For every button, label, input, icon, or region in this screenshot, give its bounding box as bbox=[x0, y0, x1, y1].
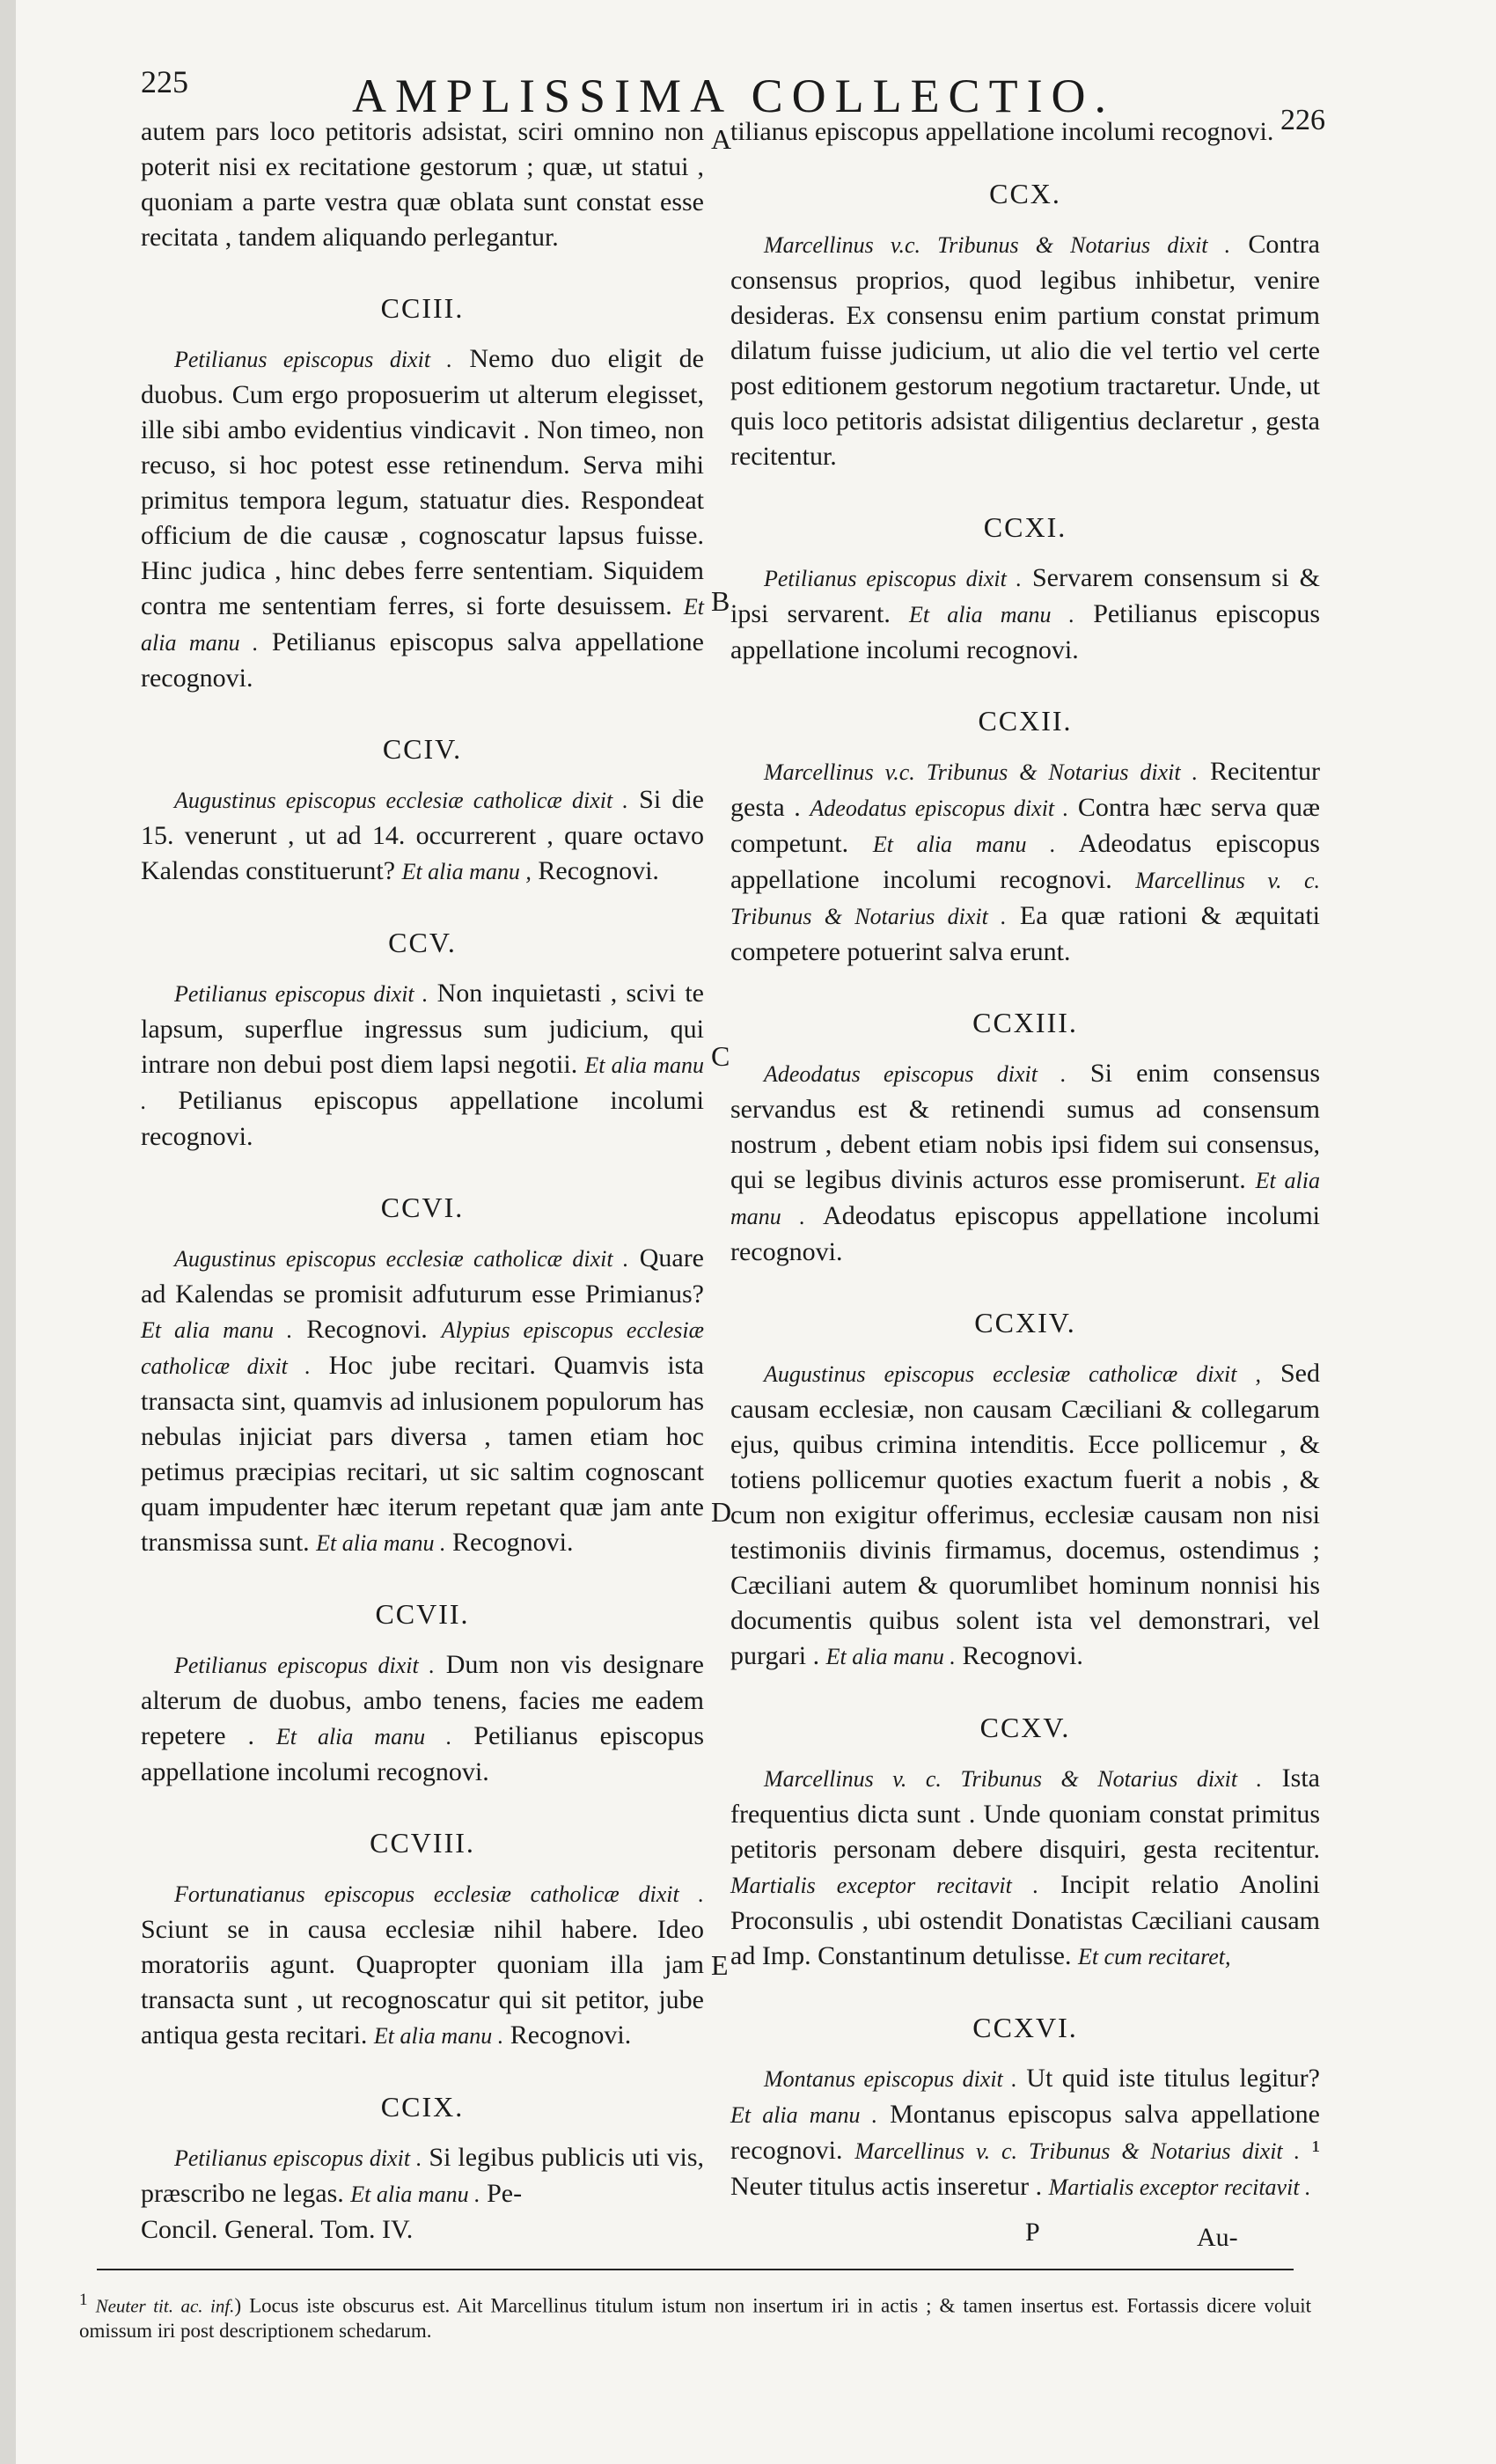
note-label: Et alia manu . bbox=[141, 594, 704, 656]
paragraph bbox=[141, 2140, 704, 2212]
section-heading: CCVI. bbox=[380, 1192, 465, 1223]
paragraph bbox=[730, 2061, 1320, 2205]
paragraph-text: Incipit relatio Anolini Proconsulis , ubi ostendit Donatistas Cæciliani causam ad Imp. Constantinum detulisse. bbox=[730, 1870, 1320, 1970]
note-label: Et alia manu . bbox=[730, 1168, 1320, 1229]
section-heading: CCXVI. bbox=[972, 2012, 1078, 2043]
note-label: Et alia manu . bbox=[350, 2182, 480, 2207]
paragraph bbox=[141, 1647, 704, 1790]
speaker-label: Petilianus episcopus dixit . bbox=[174, 981, 429, 1007]
paragraph-text: Petilianus episcopus appellatione incolumi recognovi. bbox=[141, 1721, 704, 1786]
paragraph-text: Pe- bbox=[480, 2179, 523, 2208]
paragraph-text: Ut quid iste titulus legitur? bbox=[1016, 2064, 1320, 2093]
paragraph-text: ¹ Neuter titulus actis inseretur . bbox=[730, 2136, 1320, 2201]
paragraph bbox=[730, 1761, 1320, 1975]
note-label: Et alia manu . bbox=[730, 2102, 878, 2128]
paragraph-text: Petilianus episcopus appellatione incolumi recognovi. bbox=[141, 1086, 704, 1151]
paragraph bbox=[730, 754, 1320, 970]
speaker-label: Marcellinus v. c. Tribunus & Notarius dixit . bbox=[730, 868, 1320, 929]
section-heading: CCXIV. bbox=[974, 1307, 1076, 1338]
paragraph: autem pars loco petitoris adsistat, sciri omnino non poterit nisi ex recitatione gestorum ; quæ, ut statui , quoniam a parte vestra quæ oblata sunt constat esse recitata , tandem aliquando perlegantur. bbox=[141, 117, 704, 252]
paragraph-text: Dum non vis designare alterum de duobus, ambo tenens, facies me eadem repetere . bbox=[141, 1650, 704, 1750]
section-heading: CCVII. bbox=[375, 1598, 470, 1630]
note-label: Et alia manu . bbox=[275, 1724, 452, 1749]
footnote-text: ) Locus iste obscurus est. Ait Marcellinus titulum istum non insertum iri in actis ; & tamen insertus est. Fortassis dicere voluit omissum iri post descriptionem schedarum. bbox=[79, 2294, 1312, 2342]
speaker-label: Petilianus episcopus dixit . bbox=[174, 1653, 435, 1678]
section-heading: CCX. bbox=[989, 178, 1061, 209]
paragraph bbox=[141, 976, 704, 1155]
speaker-label: Marcellinus v.c. Tribunus & Notarius dixit . bbox=[764, 759, 1199, 785]
note-label: Et alia manu . bbox=[909, 602, 1075, 627]
speaker-label: Augustinus episcopus ecclesiæ catholicæ dixit , bbox=[764, 1361, 1261, 1387]
note-label: Et alia manu . bbox=[316, 1530, 446, 1556]
speaker-label: Augustinus episcopus ecclesiæ catholicæ dixit . bbox=[174, 788, 628, 813]
section-heading: CCXI. bbox=[983, 511, 1067, 543]
speaker-label: Alypius episcopus ecclesiæ catholicæ dixit . bbox=[141, 1317, 704, 1379]
paragraph-text: Recognovi. bbox=[531, 856, 659, 885]
paragraph-text: Recognovi. bbox=[955, 1641, 1083, 1670]
speaker-label: Montanus episcopus dixit . bbox=[764, 2066, 1017, 2092]
margin-letter-d: D bbox=[711, 1496, 732, 1528]
paragraph bbox=[141, 1876, 704, 2054]
speaker-label: Petilianus episcopus dixit . bbox=[174, 2145, 422, 2171]
page-number-right: 226 bbox=[1280, 104, 1325, 136]
note-label: Et alia manu . bbox=[141, 1052, 704, 1114]
note-label: Et cum recitaret, bbox=[1077, 1944, 1231, 1969]
note-label: Et alia manu . bbox=[872, 832, 1056, 857]
paragraph-text: Recognovi. bbox=[503, 2020, 632, 2050]
paragraph-text: Si die 15. venerunt , ut ad 14. occurrerent , quare octavo Kalendas constituerunt? bbox=[141, 785, 704, 885]
catchword: Au- bbox=[1197, 2223, 1238, 2252]
paragraph-text: Recitentur gesta . bbox=[730, 757, 1320, 822]
margin-letter-b: B bbox=[711, 585, 730, 617]
volume-signature: Concil. General. Tom. IV. bbox=[141, 2215, 414, 2244]
note-label: Et alia manu . bbox=[141, 1317, 293, 1343]
paragraph bbox=[730, 227, 1320, 474]
paragraph-text: Quare ad Kalendas se promisit adfuturum esse Primianus? bbox=[141, 1243, 704, 1309]
speaker-label: Fortunatianus episcopus ecclesiæ catholicæ dixit . bbox=[174, 1881, 704, 1907]
paragraph-text: Si enim consensus servandus est & retinendi sumus ad consensum nostrum , debent etiam nobis ipsi fidem sui consensus, qui se legibus divinis acturos esse promiserunt. bbox=[730, 1059, 1320, 1194]
paragraph-text: Hoc jube recitari. Quamvis ista transacta sint, quamvis ad inlusionem populorum has nebulas injiciat pars diversa , tamen etiam hoc petimus præcipias recitari, ut sic saltim cognoscant quam impudenter hæc iterum repetant quæ jam ante transmissa sunt. bbox=[141, 1351, 704, 1557]
paragraph bbox=[730, 1356, 1320, 1675]
paragraph bbox=[730, 561, 1320, 668]
paragraph-text: Adeodatus episcopus appellatione incolumi recognovi. bbox=[730, 829, 1320, 894]
running-head: AMPLISSIMA COLLECTIO. bbox=[352, 70, 1116, 122]
paragraph-text: Contra hæc serva quæ competunt. bbox=[730, 793, 1321, 858]
section-heading: CCIII. bbox=[380, 292, 465, 324]
paragraph bbox=[141, 341, 704, 696]
right-column bbox=[730, 114, 1320, 2205]
speaker-label: Marcellinus v. c. Tribunus & Notarius dixit . bbox=[854, 2138, 1301, 2164]
section-heading: CCIV. bbox=[382, 733, 463, 765]
paragraph-text: Ista frequentius dicta sunt . Unde quoniam constat primitus petitoris personam debere disquiri, gesta recitentur. bbox=[730, 1764, 1320, 1864]
paragraph-text: Recognovi. bbox=[445, 1528, 574, 1557]
paragraph bbox=[141, 782, 704, 890]
signature-mark: P bbox=[1025, 2218, 1040, 2247]
section-heading: CCV. bbox=[388, 927, 457, 958]
paragraph-text: Petilianus episcopus appellatione incolumi recognovi. bbox=[730, 599, 1320, 664]
margin-letter-c: C bbox=[711, 1040, 730, 1072]
speaker-label: Petilianus episcopus dixit . bbox=[174, 347, 452, 372]
speaker-label: Martialis exceptor recitavit . bbox=[1048, 2174, 1311, 2200]
left-column bbox=[141, 114, 704, 2248]
speaker-label: Marcellinus v. c. Tribunus & Notarius dixit . bbox=[764, 1766, 1263, 1792]
paragraph bbox=[730, 1056, 1320, 1270]
paragraph-text: Ea quæ rationi & æquitati competere potuerint salva erunt. bbox=[730, 901, 1320, 966]
speaker-label: Augustinus episcopus ecclesiæ catholicæ dixit . bbox=[174, 1246, 629, 1272]
speaker-label: Adeodatus episcopus dixit . bbox=[810, 796, 1069, 821]
margin-letter-e: E bbox=[711, 1949, 729, 1981]
section-heading: CCXV. bbox=[979, 1712, 1071, 1743]
note-label: Et alia manu . bbox=[825, 1644, 956, 1669]
page-number-left: 225 bbox=[141, 64, 188, 99]
speaker-label: Petilianus episcopus dixit . bbox=[764, 566, 1023, 591]
section-heading: CCXII. bbox=[978, 705, 1073, 737]
section-heading: CCXIII. bbox=[972, 1007, 1078, 1038]
page-edge-shadow bbox=[0, 0, 16, 2464]
footnote bbox=[79, 2288, 1311, 2343]
section-heading: CCIX. bbox=[380, 2091, 465, 2123]
speaker-label: Adeodatus episcopus dixit . bbox=[764, 1061, 1067, 1087]
footnote-marker: 1 bbox=[79, 2291, 88, 2309]
paragraph-text: Non inquietasti , scivi te lapsum, superflue ingressus sum judicium, qui intrare non debui post diem lapsi negotii. bbox=[141, 979, 704, 1079]
paragraph bbox=[141, 1241, 704, 1561]
margin-letter-a: A bbox=[711, 123, 732, 155]
paragraph-text: Nemo duo eligit de duobus. Cum ergo proposuerim ut alterum elegisset, ille sibi ambo evidentius vindicavit . Non timeo, non recuso, si hoc potest esse retinendum. Serva mihi primitus tempora legum, statuatur dies. Respondeat officium de die causæ , cognoscatur lapsus fuisse. Hinc judica , hinc debes ferre sententiam. Siquidem contra me sententiam ferres, si forte desuissem. bbox=[141, 344, 704, 620]
paragraph-text: Recognovi. bbox=[292, 1315, 442, 1344]
section-heading: CCVIII. bbox=[370, 1827, 475, 1859]
speaker-label: Marcellinus v.c. Tribunus & Notarius dixit . bbox=[764, 232, 1231, 258]
note-label: Et alia manu , bbox=[401, 859, 532, 884]
paragraph-text: Servarem consensum si & ipsi servarent. bbox=[730, 563, 1321, 628]
paragraph-text: Adeodatus episcopus appellatione incolumi recognovi. bbox=[730, 1201, 1320, 1266]
paragraph-text: Contra consensus proprios, quod legibus inhibetur, venire desideras. Ex consensu enim partium constat primum dilatum fuisse judicium, ut alio die vel tertio vel certe post editionem gestorum negotium tractaretur. Unde, ut quis loco petitoris adsistat diligentius declaretur , gesta recitentur. bbox=[730, 230, 1320, 471]
note-label: Et alia manu . bbox=[373, 2023, 504, 2049]
paragraph-text: Sed causam ecclesiæ, non causam Cæciliani & collegarum ejus, quibus crimina intenditis. Ecce pollicemur , & totiens pollicemur quoties exactum fuerit a nobis , & cum non exigitur offerimus, ecclesiæ causam non nisi testimoniis divinis firmamus, docemus, ostendimus ; Cæciliani autem & quorumlibet hominum nonnisi his documentis quibus solent ista vel demonstrari, vel purgari . bbox=[730, 1359, 1321, 1670]
paragraph: tilianus episcopus appellatione incolumi recognovi. bbox=[730, 117, 1274, 146]
footnote-lemma: Neuter tit. ac. inf. bbox=[95, 2295, 235, 2317]
footnote-rule bbox=[97, 2269, 1294, 2270]
speaker-label: Martialis exceptor recitavit . bbox=[730, 1873, 1039, 1898]
paragraph-text: Si legibus publicis uti vis, præscribo ne legas. bbox=[141, 2143, 704, 2208]
paragraph-text: Petilianus episcopus salva appellatione recognovi. bbox=[141, 627, 704, 693]
paragraph-text: Montanus episcopus salva appellatione recognovi. bbox=[730, 2100, 1320, 2165]
paragraph-text: Sciunt se in causa ecclesiæ nihil habere. Ideo moratoriis agunt. Quapropter quoniam illa jam transacta sunt , ut recognoscatur qui sit petitor, jube antiqua gesta recitari. bbox=[141, 1915, 704, 2050]
